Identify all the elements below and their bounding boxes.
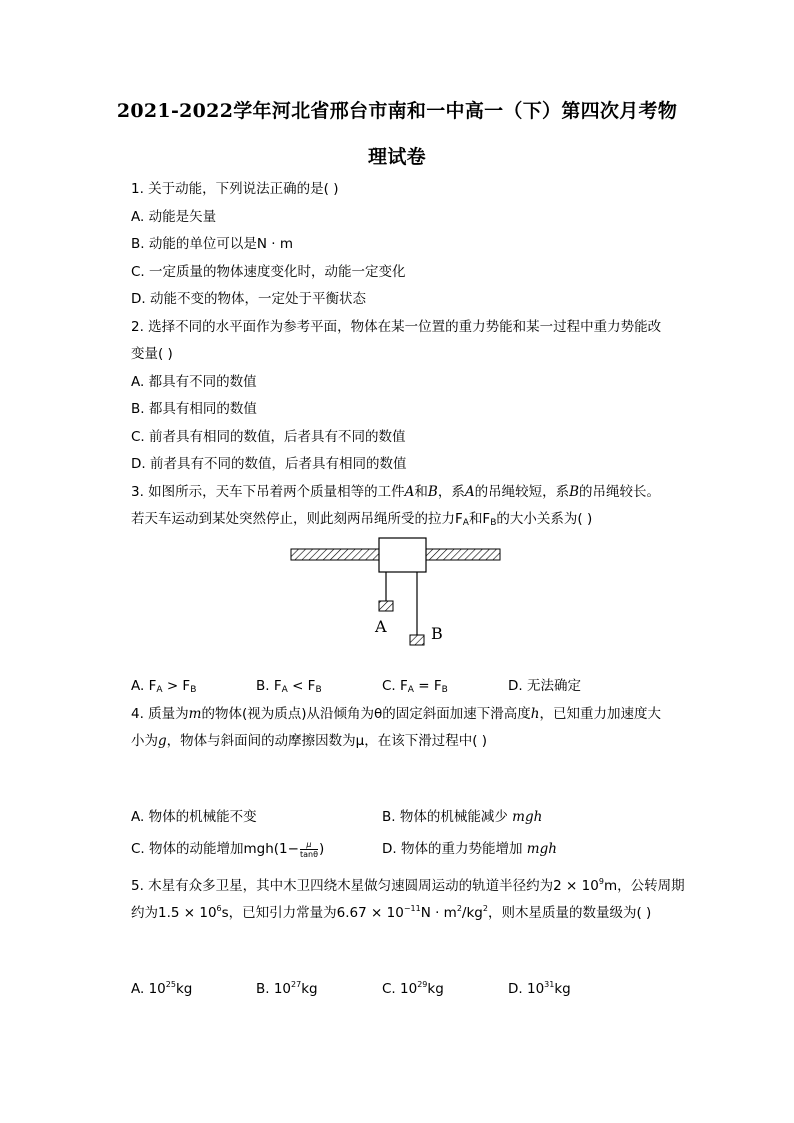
q5-option-c: C. $10^{29}kg$: [382, 980, 444, 997]
q2-option-c: C. 前者具有相同的数值，后者具有不同的数值: [131, 429, 406, 445]
crane-rail-right: [426, 549, 500, 560]
q3-option-b: B. $F_A < F_B$: [256, 678, 322, 695]
workpiece-a: [379, 601, 393, 611]
q5-option-a: A. $10^{25}kg$: [131, 980, 193, 997]
q1-option-c: C. 一定质量的物体速度变化时，动能一定变化: [131, 264, 406, 280]
q5-option-d: D. $10^{31}kg$: [508, 980, 571, 997]
q1-stem: 1. 关于动能，下列说法正确的是( ): [131, 181, 339, 197]
workpiece-b: [410, 635, 424, 645]
q4-option-a: A. 物体的机械能不变: [131, 809, 257, 825]
q3-option-c: C. $F_A = F_B$: [382, 678, 448, 695]
q2-stem-line2: 变量( ): [131, 346, 173, 362]
q3-option-a: A. $F_A > F_B$: [131, 678, 197, 695]
q5-stem-line2: 约为$1.5 \times 10^6s$，已知引力常量为$6.67 \times 10^{-11}N \cdot m^2/kg^2$，则木星质量的数量级为( ): [131, 904, 652, 921]
crane-rail-left: [291, 549, 379, 560]
q4-option-d: D. 物体的重力势能增加 mgh: [382, 841, 557, 857]
q5-stem-line1: 5. 木星有众多卫星，其中木卫四绕木星做匀速圆周运动的轨道半径约为$2 \times 10^9m$，公转周期: [131, 877, 685, 894]
q1-option-b: B. 动能的单位可以是N · m: [131, 236, 293, 252]
q3-stem-line2: 若天车运动到某处突然停止，则此刻两吊绳所受的拉力$F_A$和$F_B$的大小关系为( ): [131, 511, 593, 528]
crane-trolley: [379, 538, 426, 572]
figure-label-a: A: [375, 617, 387, 636]
q2-option-b: B. 都具有相同的数值: [131, 401, 257, 417]
q2-stem-line1: 2. 选择不同的水平面作为参考平面，物体在某一位置的重力势能和某一过程中重力势能改: [131, 319, 662, 335]
q1-option-a: A. 动能是矢量: [131, 209, 217, 225]
fraction-mu-over-tan: $\frac{\mu}{\tan\theta}$: [299, 839, 318, 859]
q3-stem-line1: 3. 如图所示，天车下吊着两个质量相等的工件A和B，系A的吊绳较短，系B的吊绳较长。: [131, 484, 661, 500]
figure-label-b: B: [431, 624, 443, 643]
q4-stem-line1: 4. 质量为m的物体(视为质点)从沿倾角为θ的固定斜面加速下滑高度h，已知重力加速度大: [131, 706, 661, 722]
q1-option-d: D. 动能不变的物体，一定处于平衡状态: [131, 291, 366, 307]
q2-option-a: A. 都具有不同的数值: [131, 374, 257, 390]
crane-figure: [290, 536, 502, 650]
q4-option-c: C. 物体的动能增加mgh(1− $\frac{\mu}{\tan\theta}$ ): [131, 839, 325, 859]
exam-title-line1: 2021-2022学年河北省邢台市南和一中高一（下）第四次月考物: [116, 100, 678, 122]
q3-option-d: D. 无法确定: [508, 678, 581, 694]
exam-title-line2: 理试卷: [368, 146, 426, 168]
q4-stem-line2: 小为g，物体与斜面间的动摩擦因数为μ，在该下滑过程中( ): [131, 733, 488, 749]
q5-option-b: B. $10^{27}kg$: [256, 980, 318, 997]
q2-option-d: D. 前者具有不同的数值，后者具有相同的数值: [131, 456, 407, 472]
q4-option-b: B. 物体的机械能减少 mgh: [382, 809, 543, 825]
